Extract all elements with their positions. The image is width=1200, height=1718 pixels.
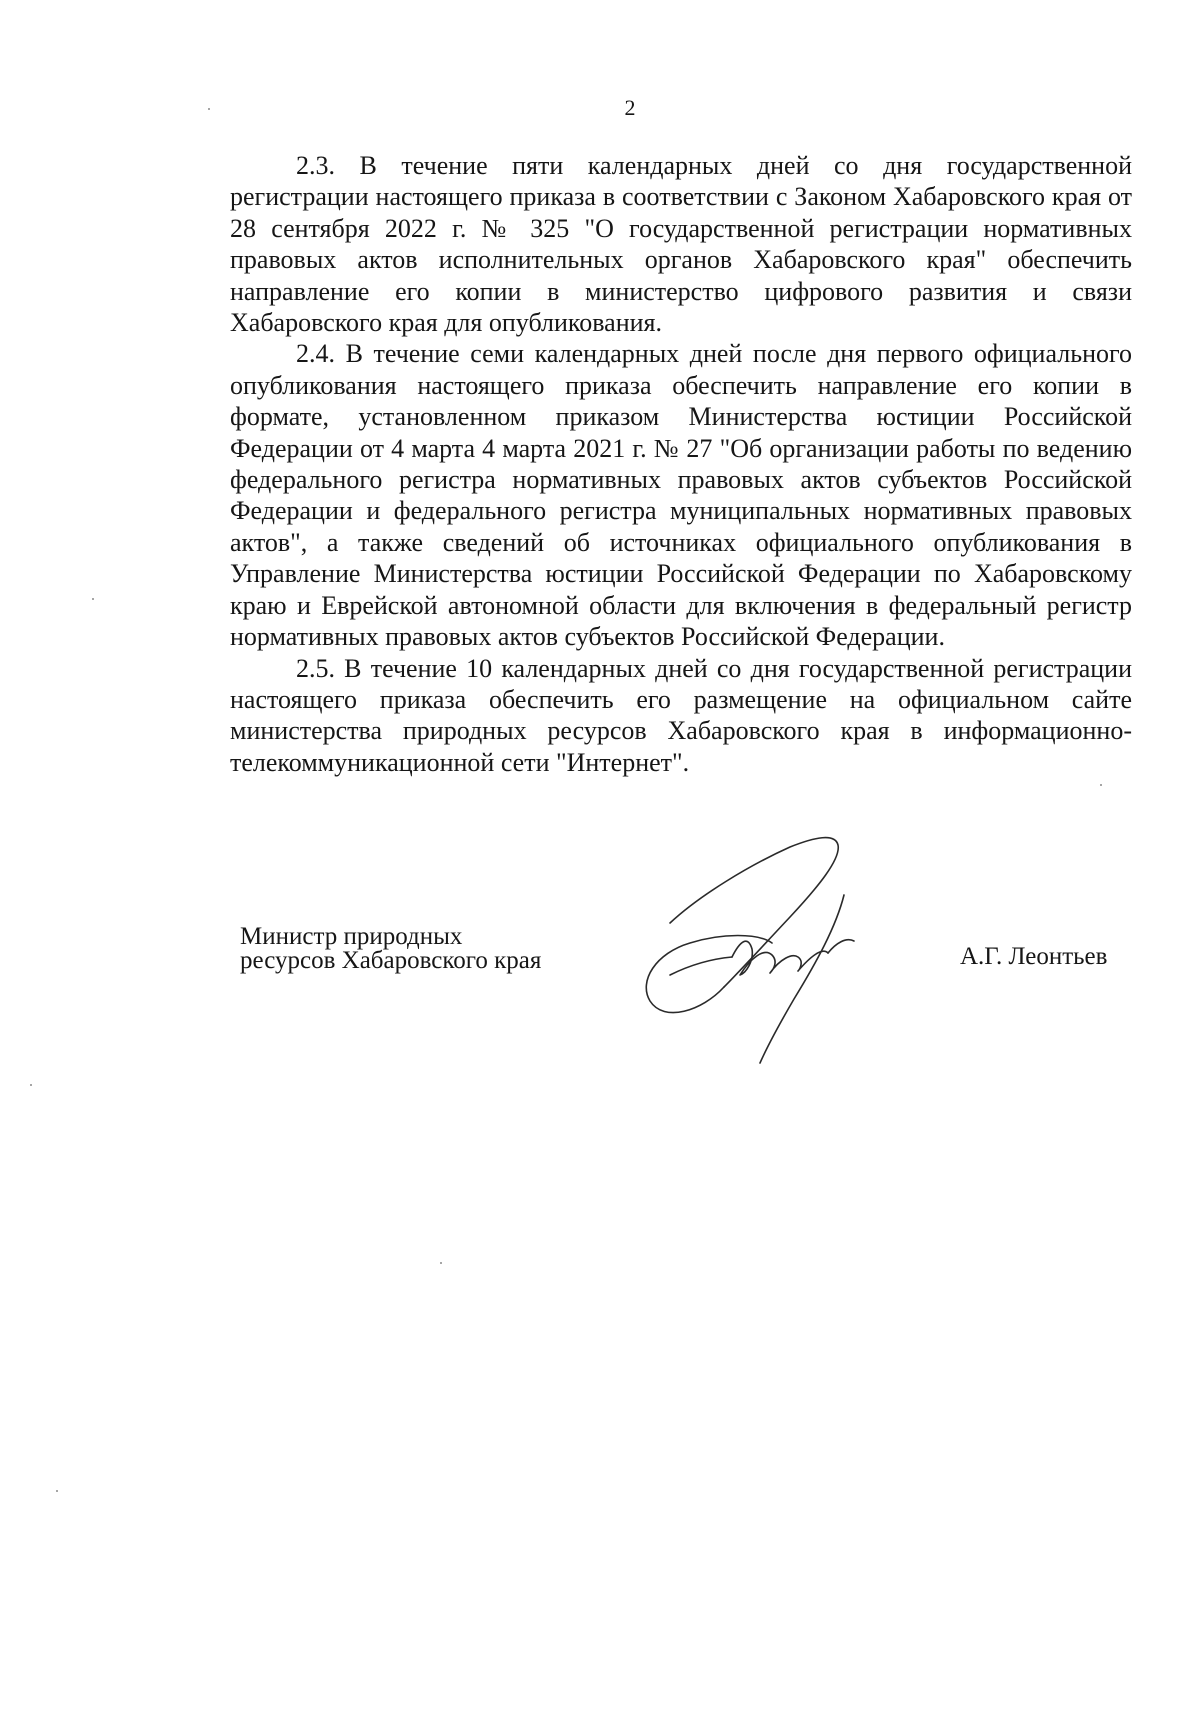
scan-speck — [56, 1490, 58, 1492]
signer-position-line-2: ресурсов Хабаровского края — [240, 947, 542, 974]
scan-speck — [1100, 784, 1102, 786]
signature-icon — [640, 835, 885, 1065]
scan-speck — [92, 598, 94, 600]
signer-position-line-1: Министр природных — [240, 923, 463, 950]
scan-speck — [208, 108, 210, 110]
document-body — [230, 150, 1132, 778]
scan-speck — [30, 1084, 32, 1086]
signer-position — [240, 925, 541, 973]
paragraph-2-5: 2.5. В течение 10 календарных дней со дня государственной регистрации настоящего приказа обеспечить его размещение на официальном сайте министерства природных ресурсов Хабаровского края в информационно-телекоммуникационной сети "Интернет". — [230, 653, 1132, 777]
paragraph-2-3: 2.3. В течение пяти календарных дней со дня государственной регистрации настоящего приказа в соответствии с Законом Хабаровского края от 28 сентября 2022 г. № 325 "О государственной регистрации нормативных правовых актов исполнительных органов Хабаровского края" обеспечить направление его копии в министерство цифрового развития и связи Хабаровского края для опубликования. — [230, 151, 1132, 338]
page-number: 2 — [624, 95, 636, 120]
paragraph-2-4: 2.4. В течение семи календарных дней после дня первого официального опубликования настоящего приказа обеспечить направление его копии в формате, установленном приказом Министерства юстиции Российской Федерации от 4 марта 4 марта 2021 г. № 27 "Об организации работы по ведению федерального регистра нормативных правовых актов субъектов Российской Федерации и федерального регистра муниципальных нормативных правовых актов", а также сведений об источниках официального опубликования в Управление Министерства юстиции Российской Федерации по Хабаровскому краю и Еврейской автономной области для включения в федеральный регистр нормативных правовых актов субъектов Российской Федерации. — [230, 339, 1132, 652]
signer-name: А.Г. Леонтьев — [960, 943, 1108, 970]
scan-speck — [440, 1262, 442, 1264]
